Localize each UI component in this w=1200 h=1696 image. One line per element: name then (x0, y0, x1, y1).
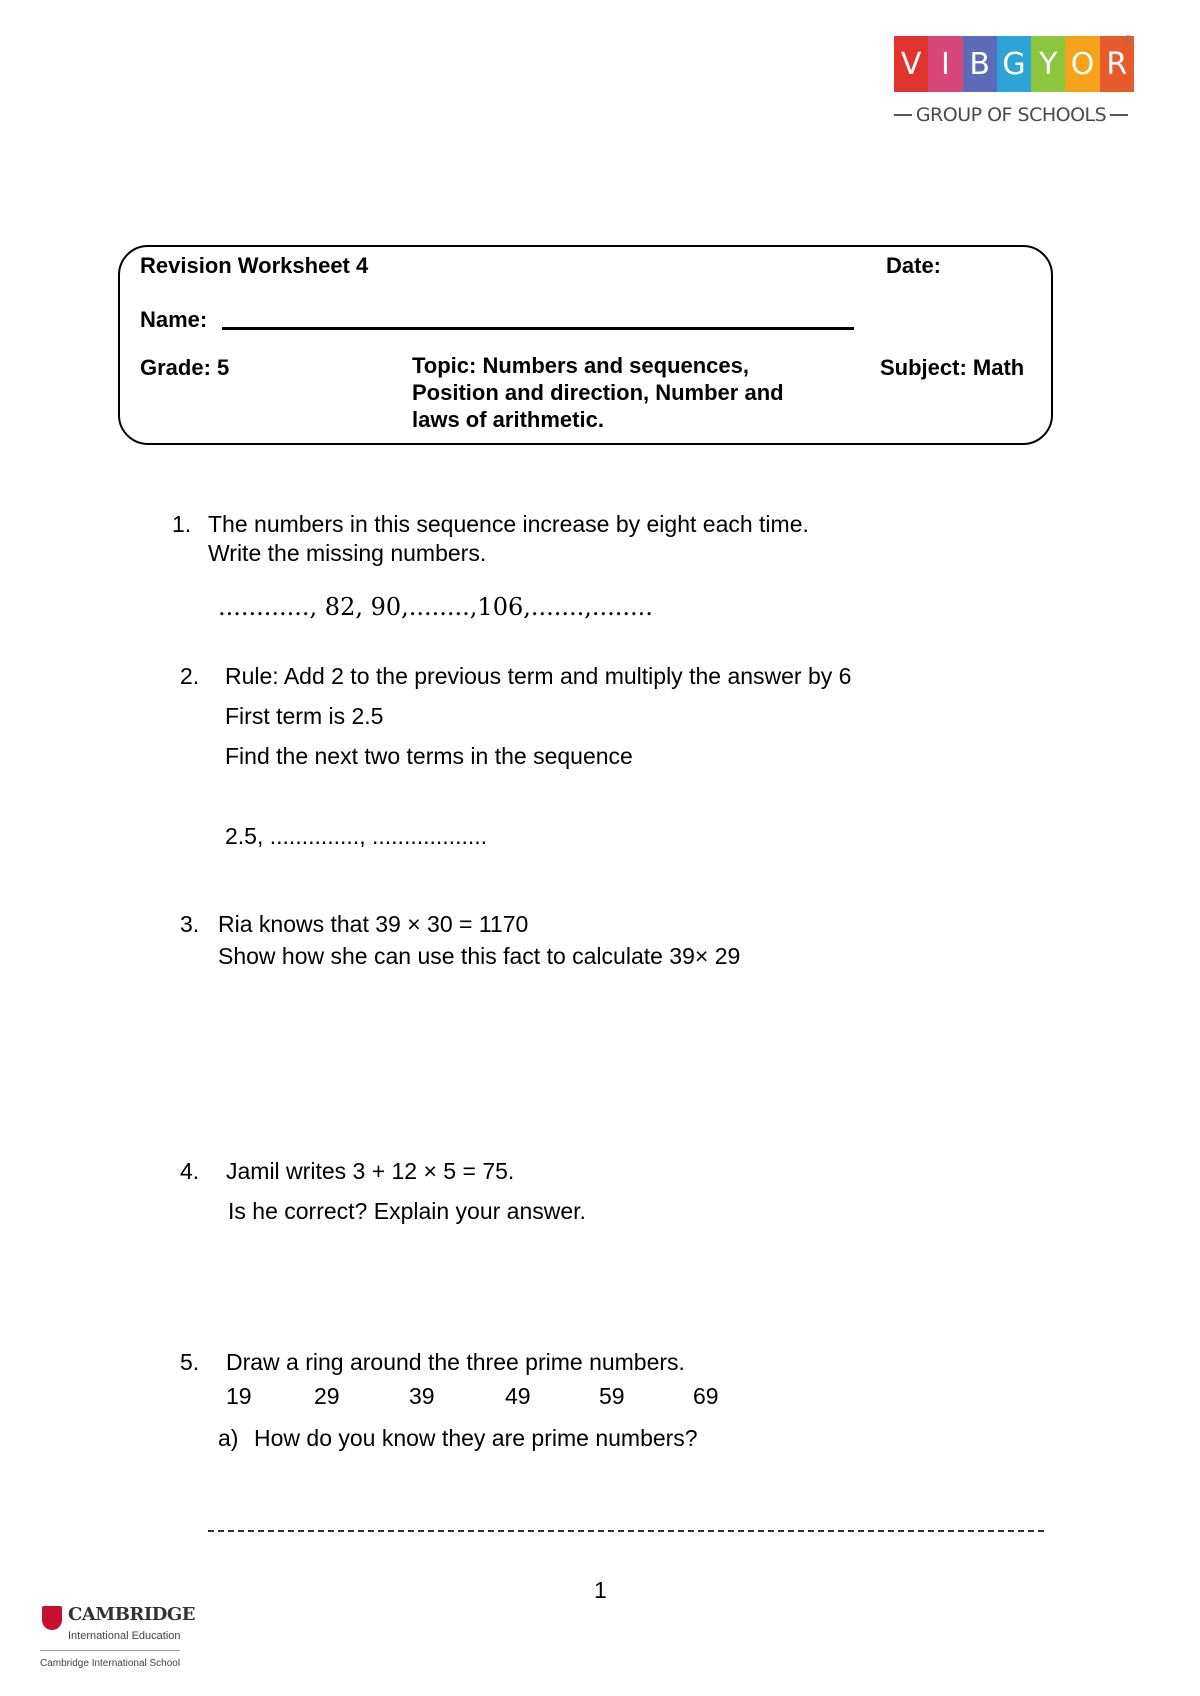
sequence-blanks[interactable]: 2.5, .............., .................. (225, 823, 488, 849)
logo-rule-left (894, 114, 912, 116)
sub-question-text: How do you know they are prime numbers? (254, 1425, 698, 1451)
question-4-line: Jamil writes 3 + 12 × 5 = 75. (226, 1158, 515, 1184)
dashed-divider (208, 1530, 1044, 1532)
page-number: 1 (594, 1577, 607, 1603)
topic-line: Topic: Numbers and sequences, (412, 353, 750, 378)
logo-letter: Y (1031, 36, 1065, 92)
cambridge-name: CAMBRIDGE (68, 1604, 196, 1625)
prime-candidate[interactable]: 29 (314, 1383, 340, 1409)
prime-candidate[interactable]: 49 (505, 1383, 531, 1409)
prime-candidate[interactable]: 69 (693, 1383, 719, 1409)
question-3-line: Ria knows that 39 × 30 = 1170 (218, 911, 529, 937)
cambridge-shield-icon (42, 1606, 62, 1630)
question-3-line: Show how she can use this fact to calculate 39× 29 (218, 943, 741, 969)
logo-letter: I (928, 36, 962, 92)
cambridge-divider (40, 1650, 180, 1651)
prime-candidate[interactable]: 59 (599, 1383, 625, 1409)
logo-letter: O (1065, 36, 1099, 92)
question-5-line: Draw a ring around the three prime numbers. (226, 1349, 685, 1375)
name-field-line[interactable] (222, 327, 854, 330)
topic-label (412, 352, 784, 433)
question-2-rule: Rule: Add 2 to the previous term and multiply the answer by 6 (225, 663, 852, 689)
cambridge-subtitle: International Education (68, 1630, 181, 1642)
topic-line: Position and direction, Number and (412, 380, 784, 405)
sub-question-label: a) (218, 1425, 239, 1451)
question-number: 5. (180, 1349, 200, 1375)
logo-letter: G (997, 36, 1031, 92)
worksheet-title: Revision Worksheet 4 (140, 253, 369, 278)
date-label: Date: (886, 253, 942, 278)
logo-letter: B (963, 36, 997, 92)
prime-candidate[interactable]: 19 (226, 1383, 252, 1409)
question-number: 4. (180, 1158, 200, 1184)
question-line: The numbers in this sequence increase by eight each time. (208, 511, 809, 537)
question-number: 1. (172, 511, 192, 537)
logo-letter: R (1100, 36, 1134, 92)
subject-label: Subject: Math (880, 355, 1025, 380)
logo-subtitle-row (894, 104, 1128, 126)
question-number: 3. (180, 911, 200, 937)
question-number: 2. (180, 663, 200, 689)
sequence-blanks[interactable]: ............, 82, 90,........,106,.......,........ (218, 593, 653, 621)
vibgyor-logo (894, 36, 1134, 136)
question-line: Write the missing numbers. (208, 540, 487, 566)
question-2-first-term: First term is 2.5 (225, 703, 384, 729)
logo-rule-right (1110, 114, 1128, 116)
grade-label: Grade: 5 (140, 355, 230, 380)
cambridge-school-label: Cambridge International School (40, 1658, 181, 1669)
registered-mark: ® (1124, 34, 1133, 46)
question-2-instruction: Find the next two terms in the sequence (225, 743, 633, 769)
question-1-text (208, 510, 809, 568)
logo-letter: V (894, 36, 928, 92)
name-label: Name: (140, 307, 208, 332)
logo-subtitle: GROUP OF SCHOOLS (915, 104, 1107, 126)
prime-candidate[interactable]: 39 (409, 1383, 435, 1409)
vibgyor-letter-row (894, 36, 1134, 92)
question-4-line: Is he correct? Explain your answer. (228, 1198, 586, 1224)
topic-line: laws of arithmetic. (412, 407, 604, 432)
